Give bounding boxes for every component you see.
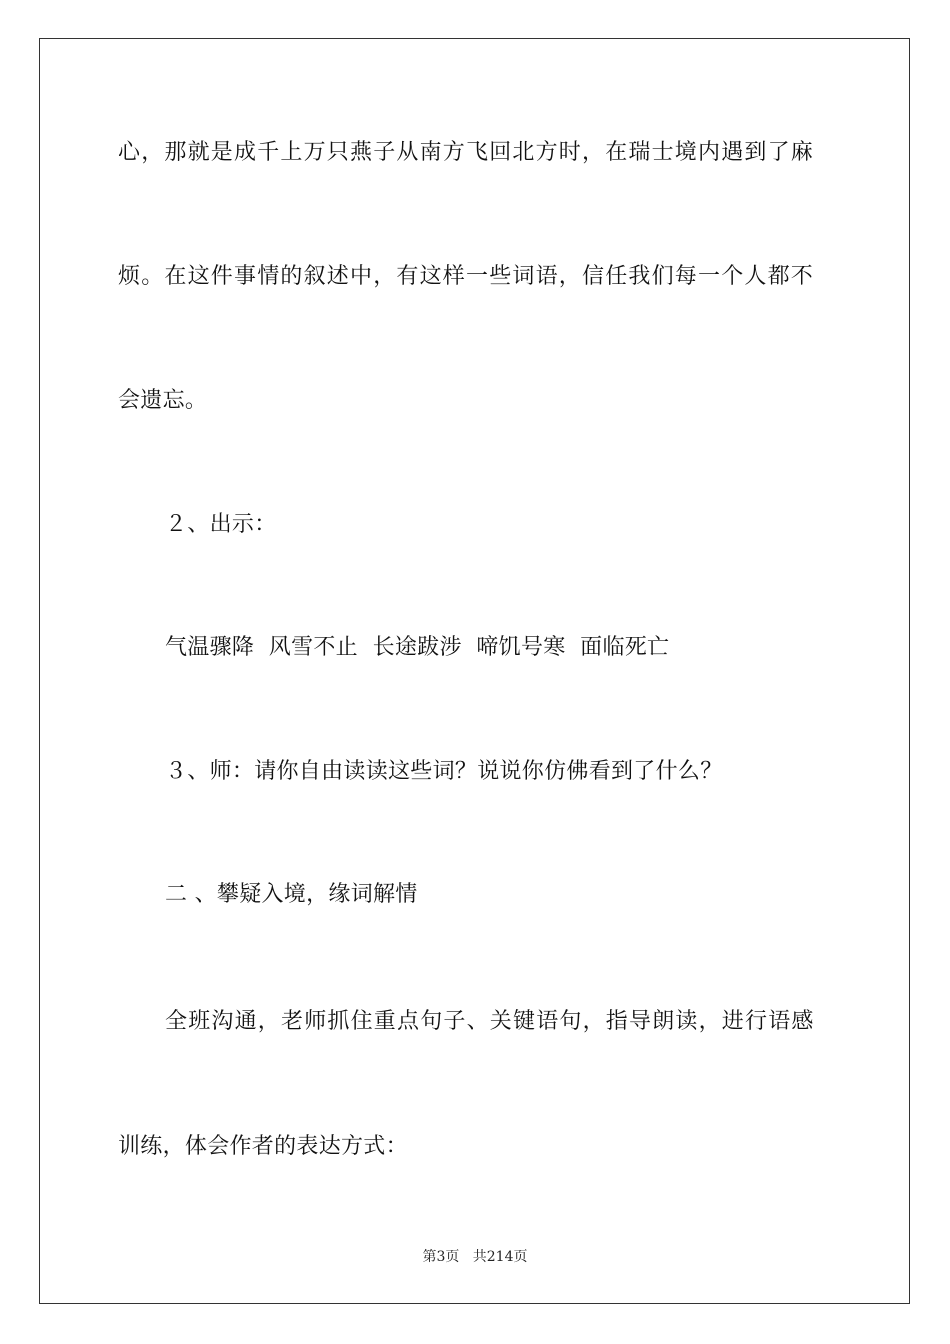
page-border xyxy=(39,38,910,1304)
vocabulary-list: 气温骤降 风雪不止 长途跋涉 啼饥号寒 面临死亡 xyxy=(165,635,670,660)
body-text-line: 全班沟通，老师抓住重点句子、关键语句，指导朗读，进行语感 xyxy=(165,1009,815,1034)
body-text-line: 训练，体会作者的表达方式： xyxy=(118,1134,408,1159)
body-text-line: 心，那就是成千上万只燕子从南方飞回北方时，在瑞士境内遇到了麻 xyxy=(118,140,815,165)
teacher-question: ３、师：请你自由读读这些词？说说你仿佛看到了什么？ xyxy=(165,759,723,784)
section-heading: ２、出示： xyxy=(165,512,277,537)
body-text-line: 会遗忘。 xyxy=(118,388,208,413)
section-heading: 二 、攀疑入境，缘词解情 xyxy=(165,882,418,907)
body-text-line: 烦。在这件事情的叙述中，有这样一些词语，信任我们每一个人都不 xyxy=(118,264,815,289)
page-number-footer: 第3页 共214页 xyxy=(422,1249,528,1265)
